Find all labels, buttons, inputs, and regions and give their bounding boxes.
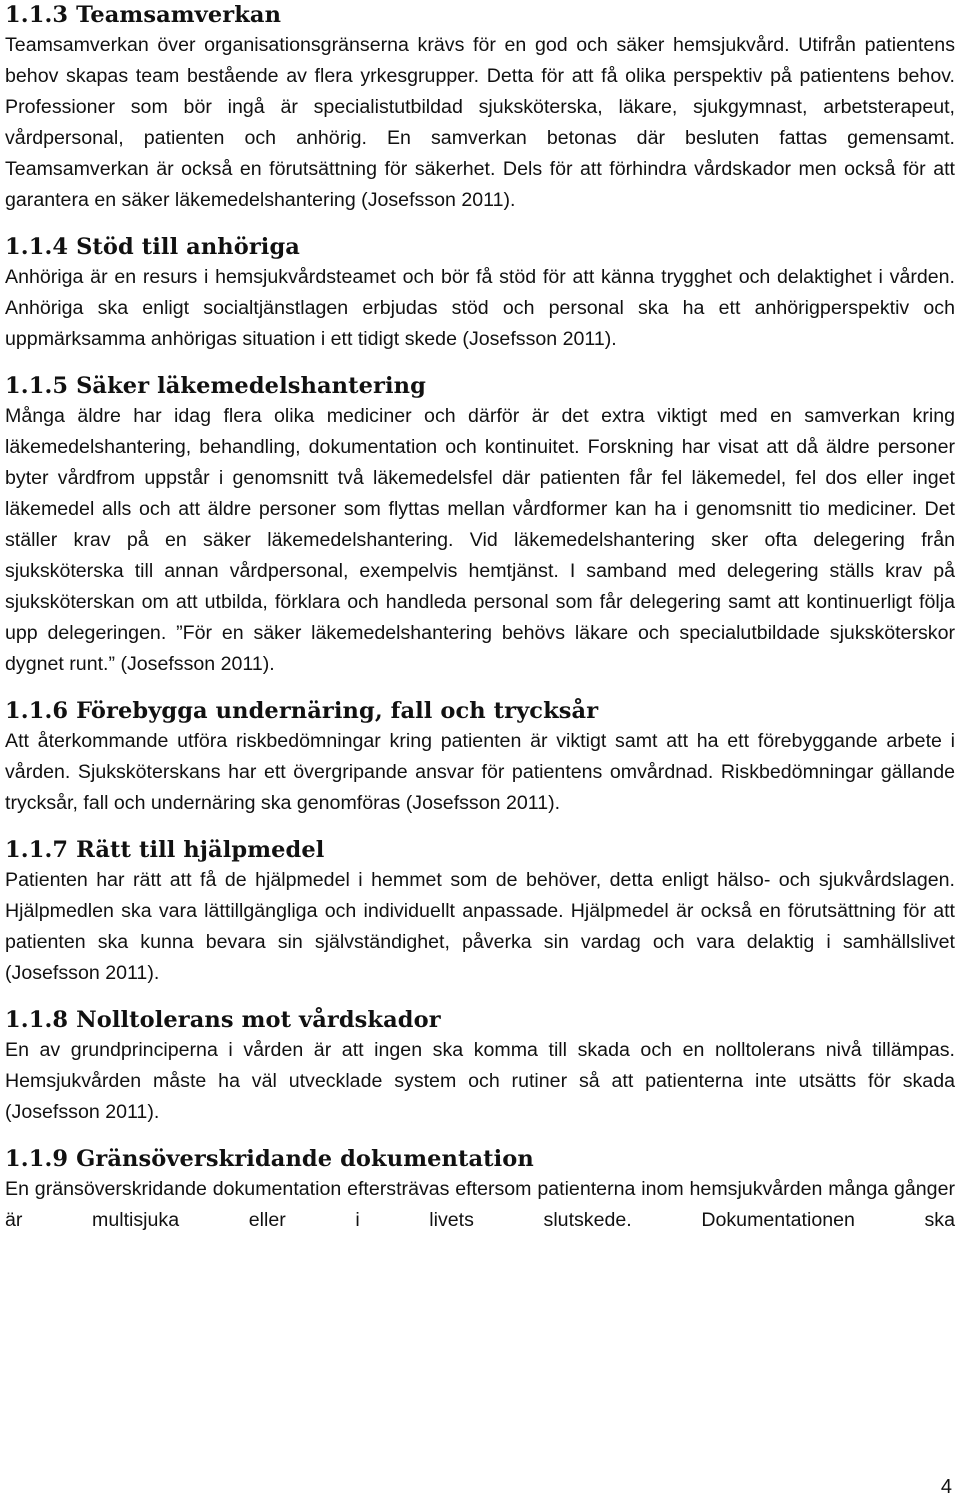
section-gransoverskridande-dokumentation — [5, 1144, 955, 1236]
section-saker-lakemedelshantering — [5, 371, 955, 680]
section-heading: 1.1.5 Säker läkemedelshantering — [5, 373, 426, 399]
section-heading: 1.1.9 Gränsöverskridande dokumentation — [5, 1146, 534, 1172]
section-body: Att återkommande utföra riskbedömningar kring patienten är viktigt samt att ha ett förebyggande arbete i vården. Sjuksköterskans har ett övergripande ansvar för patientens omvårdnad. Riskbedömningar gällande trycksår, fall och undernäring ska genomföras (Josefsson 2011). — [5, 730, 955, 814]
section-teamsamverkan — [5, 0, 955, 216]
page-number: 4 — [940, 1476, 952, 1498]
section-heading: 1.1.7 Rätt till hjälpmedel — [5, 837, 325, 863]
section-body: Teamsamverkan över organisationsgränserna krävs för en god och säker hemsjukvård. Utifrån patientens behov skapas team bestående av flera yrkesgrupper. Detta för att få olika perspektiv på patientens behov. Professioner som bör ingå är specialistutbildad sjuksköterska, läkare, sjukgymnast, arbetsterapeut, vårdpersonal, patienten och anhörig. En samverkan betonas där besluten fattas gemensamt. Teamsamverkan är också en förutsättning för säkerhet. Dels för att förhindra vårdskador men också för att garantera en säker läkemedelshantering (Josefsson 2011). — [5, 34, 955, 211]
section-forebygga — [5, 696, 955, 819]
section-ratt-till-hjalpmedel — [5, 835, 955, 989]
section-body: Patienten har rätt att få de hjälpmedel i hemmet som de behöver, detta enligt hälso- och sjukvårdslagen. Hjälpmedlen ska vara lättillgängliga och individuellt anpassade. Hjälpmedel är också en förutsättning för att patienten ska kunna bevara sin självständighet, påverka sin vardag och vara delaktig i samhällslivet (Josefsson 2011). — [5, 869, 955, 984]
section-body: En av grundprinciperna i vården är att ingen ska komma till skada och en nolltolerans nivå tillämpas. Hemsjukvården måste ha väl utvecklade system och rutiner så att patienterna inte utsätts för skada (Josefsson 2011). — [5, 1039, 955, 1123]
section-body: En gränsöverskridande dokumentation eftersträvas eftersom patienterna inom hemsjukvården många gånger är multisjuka eller i livets slutskede. Dokumentationen ska — [5, 1178, 955, 1231]
section-stod-till-anhoriga — [5, 232, 955, 355]
section-heading: 1.1.6 Förebygga undernäring, fall och trycksår — [5, 698, 599, 724]
section-nolltolerans — [5, 1005, 955, 1128]
section-heading: 1.1.4 Stöd till anhöriga — [5, 234, 300, 260]
section-heading: 1.1.3 Teamsamverkan — [5, 2, 282, 28]
section-body: Många äldre har idag flera olika mediciner och därför är det extra viktigt med en samverkan kring läkemedelshantering, behandling, dokumentation och kontinuitet. Forskning har visat att då äldre personer byter vårdfrom uppstår i genomsnitt två läkemedelsfel där patienten får fel läkemedel, fel dos eller inget läkemedel alls och att äldre personer som flyttas mellan vårdformer kan ha i genomsnitt tio mediciner. Det ställer krav på en säker läkemedelshantering. Vid läkemedelshantering sker ofta delegering från sjuksköterska till annan vårdpersonal, exempelvis hemtjänst. I samband med delegering ställs krav på sjuksköterskan om att utbilda, förklara och handleda personal som får delegering samt att kontinuerligt följa upp delegeringen. ”För en säker läkemedelshantering behövs läkare och specialutbildade sjuksköterskor dygnet runt.” (Josefsson 2011). — [5, 405, 955, 675]
section-body: Anhöriga är en resurs i hemsjukvårdsteamet och bör få stöd för att känna trygghet och delaktighet i vården. Anhöriga ska enligt socialtjänstlagen erbjudas stöd och personal ska ha ett anhörigperspektiv och uppmärksamma anhörigas situation i ett tidigt skede (Josefsson 2011). — [5, 266, 955, 350]
section-heading: 1.1.8 Nolltolerans mot vårdskador — [5, 1007, 441, 1033]
